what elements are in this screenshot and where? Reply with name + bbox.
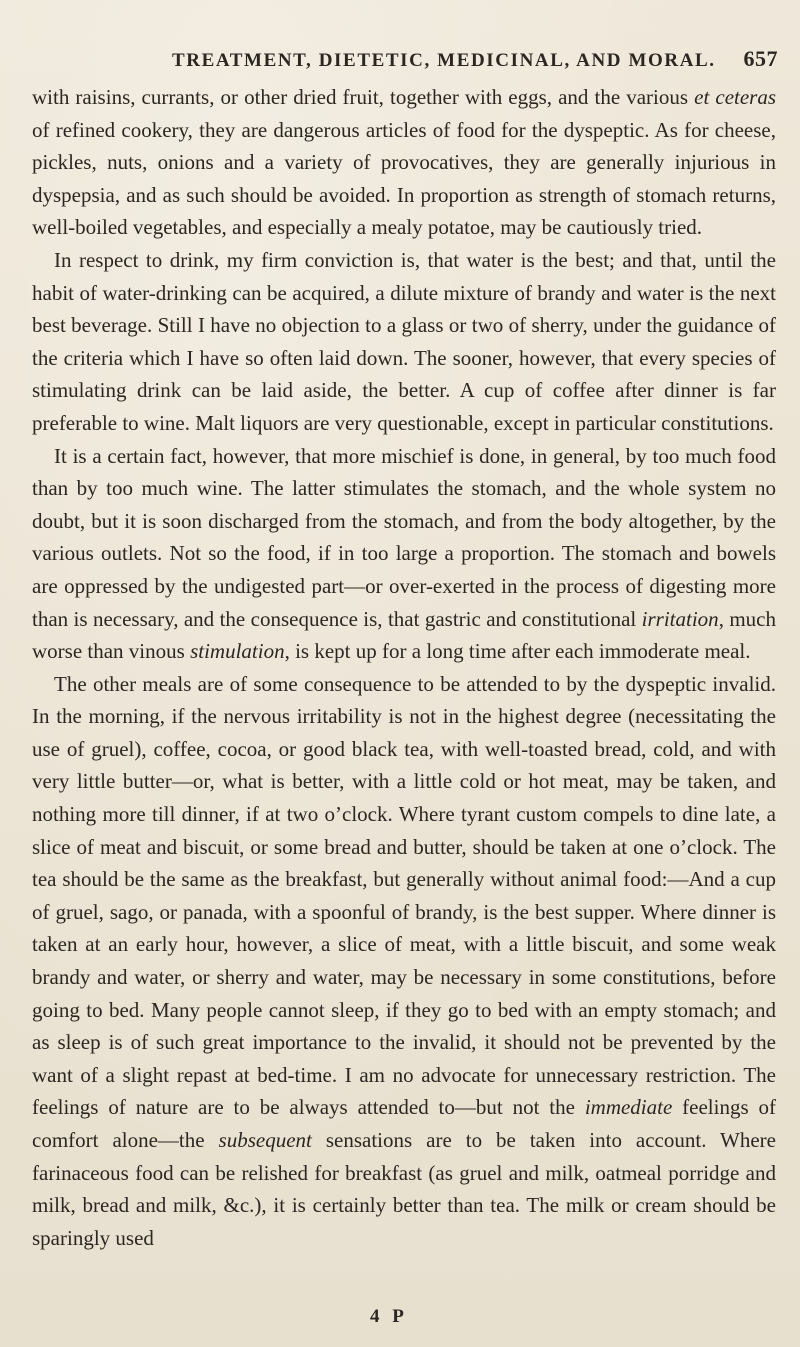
text-run: It is a certain fact, however, that more mischief is done, in general, by too much food than by too much wine. The latter stimulates the stomach, and the whole system no doubt, but it is soon discharged from the stomach, and from the body altogether, by the various outlets. Not so the food, if in too large a proportion. The stomach and bowels are oppressed by the undigested part—or over-exerted in the process of digesting more than is necessary, and the consequence is, that gastric and constitutional	[32, 443, 776, 631]
paragraph-3	[32, 440, 776, 668]
italic-run: et ceteras	[694, 85, 777, 109]
body-text	[32, 81, 776, 1254]
text-run: with raisins, currants, or other dried fruit, together with eggs, and the various	[32, 85, 695, 109]
paragraph-2	[32, 244, 776, 440]
text-run: feelings of comfort alone—the	[32, 1095, 776, 1152]
italic-run: irritation	[641, 606, 719, 631]
signature-mark: 4 P	[370, 1306, 408, 1327]
running-title: TREATMENT, DIETETIC, MEDICINAL, AND MORAL.	[172, 50, 716, 71]
text-run: , much worse than vinous	[32, 606, 776, 664]
text-run: sensations are to be taken into account. Where farinaceous food can be relished for breakfast (as gruel and milk, oatmeal porridge and milk, bread and milk, &c.), it is certainly better than tea. The milk or cream should be sparingly used	[32, 1128, 776, 1250]
italic-run: subsequent	[218, 1128, 312, 1152]
text-run: The other meals are of some consequence to be attended to by the dyspeptic invalid. In the morning, if the nervous irritability is not in the highest degree (necessitating the use of gruel), coffee, cocoa, or good black tea, with well-toasted bread, cold, and with very little butter—or, what is better, with a little cold or hot meat, may be taken, and nothing more till dinner, if at two o’clock. Where tyrant custom compels to dine late, a slice of meat and biscuit, or some bread and butter, should be taken at one o’clock. The tea should be the same as the breakfast, but generally without animal food:—And a cup of gruel, sago, or panada, with a spoonful of brandy, is the best supper. Where dinner is taken at an early hour, however, a slice of meat, with a little biscuit, and some weak brandy and water, or sherry and water, may be necessary in some constitutions, before going to bed. Many people cannot sleep, if they go to bed with an empty stomach; and as sleep is of such great importance to the invalid, it should not be prevented by the want of a slight repast at bed-time. I am no advocate for unnecessary restriction. The feelings of nature are to be always attended to—but not the	[32, 671, 776, 1120]
italic-run: stimulation	[190, 639, 285, 664]
paragraph-4	[32, 668, 776, 1255]
italic-run: immediate	[584, 1095, 673, 1120]
page-header	[172, 46, 778, 80]
text-run: In respect to drink, my firm conviction is, that water is the best; and that, until the habit of water-drinking can be acquired, a dilute mixture of brandy and water is the next best beverage. Still I have no objection to a glass or two of sherry, under the guidance of the criteria which I have so often laid down. The sooner, however, that every species of stimulating drink can be laid aside, the better. A cup of coffee after dinner is far preferable to wine. Malt liquors are very questionable, except in particular constitutions.	[32, 247, 776, 435]
text-run: , is kept up for a long time after each immoderate meal.	[284, 639, 751, 664]
text-run: of refined cookery, they are dangerous articles of food for the dyspeptic. As for cheese, pickles, nuts, onions and a variety of provocatives, they are generally injurious in dyspepsia, and as such should be avoided. In proportion as strength of stomach returns, well-boiled vegetables, and especially a mealy potatoe, may be cautiously tried.	[32, 117, 776, 240]
paragraph-1	[32, 81, 776, 244]
page-number: 657	[743, 46, 778, 71]
